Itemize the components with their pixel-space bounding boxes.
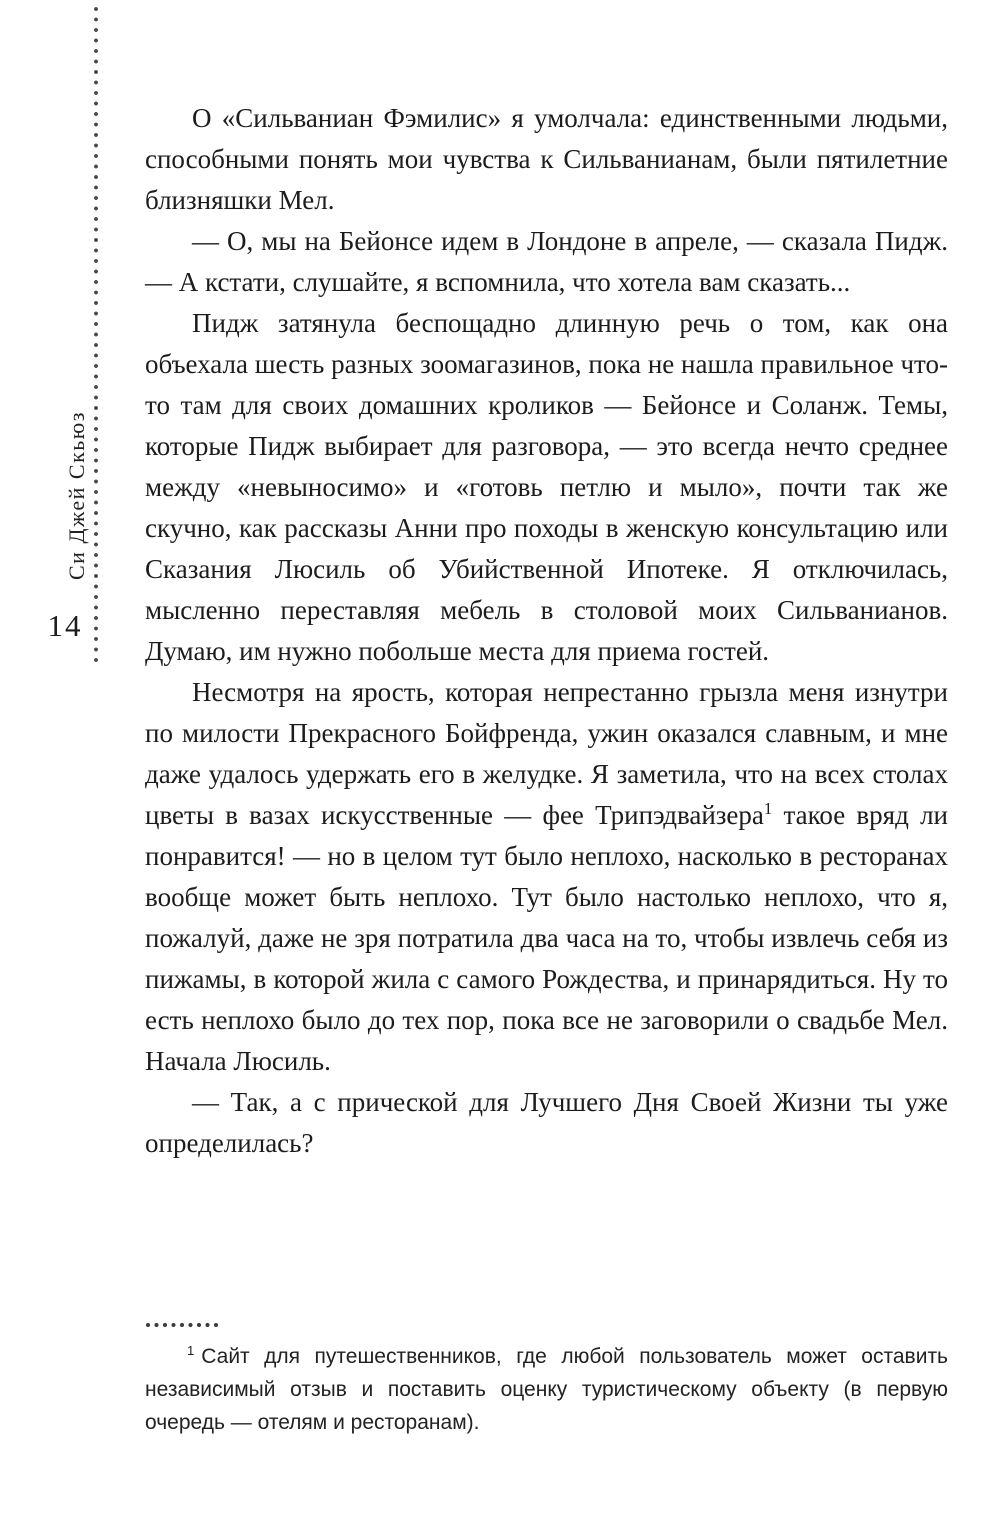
paragraph-dialogue: — О, мы на Бейонсе идем в Лондоне в апреле, — сказала Пидж. — А кстати, слушайте, я вспомнила, что хотела вам сказать...	[145, 226, 948, 297]
margin-dotted-line	[93, 6, 99, 664]
paragraph	[145, 672, 948, 1082]
body-text	[145, 98, 948, 1164]
page-number: 14	[47, 608, 83, 643]
paragraph-text: такое вряд ли понравится! — но в целом тут было неплохо, насколько в ресторанах вообще может быть неплохо. Тут было настолько неплохо, что я, пожалуй, даже не зря потратила два часа на то, чтобы извлечь себя из пижамы, в которой жила с самого Рождества, и принарядиться. Ну то есть неплохо было до тех пор, пока все не заговорили о свадьбе Мел. Начала Люсиль.	[145, 800, 948, 1076]
paragraph-dialogue: — Так, а с прической для Лучшего Дня Своей Жизни ты уже определилась?	[145, 1087, 948, 1158]
paragraph: О «Сильваниан Фэмилис» я умолчала: единственными людьми, способными понять мои чувства к Сильванианам, были пятилетние близняшки Мел.	[145, 103, 948, 215]
author-name: Си Джей Скьюз	[64, 411, 89, 580]
paragraph-text: Несмотря на ярость, которая непрестанно грызла меня изнутри по милости Прекрасного Бойфренда, ужин оказался славным, и мне даже удалось удержать его в желудке. Я заметила, что на всех столах цветы в вазах искусственные — фее Трипэдвайзера	[145, 677, 948, 830]
footnote-ref: 1	[763, 799, 773, 818]
footnote-body: Сайт для путешественников, где любой пользователь может оставить независимый отзыв и поставить оценку туристическому объекту (в первую очередь — отелям и ресторанам).	[145, 1345, 948, 1434]
footnote-text	[145, 1340, 948, 1439]
paragraph: Пидж затянула беспощадно длинную речь о том, как она объехала шесть разных зоомагазинов, пока не нашла правильное что-то там для своих домашних кроликов — Бейонсе и Соланж. Темы, которые Пидж выбирает для разговора, — это всегда нечто среднее между «невыносимо» и «готовь петлю и мыло», почти так же скучно, как рассказы Анни про походы в женскую консультацию или Сказания Люсиль об Убийственной Ипотеке. Я отключилась, мысленно переставляя мебель в столовой моих Сильванианов. Думаю, им нужно побольше места для приема гостей.	[145, 308, 948, 666]
footnote-separator	[145, 1322, 221, 1328]
footnote-marker: 1	[187, 1343, 195, 1358]
footnote	[145, 1322, 948, 1439]
